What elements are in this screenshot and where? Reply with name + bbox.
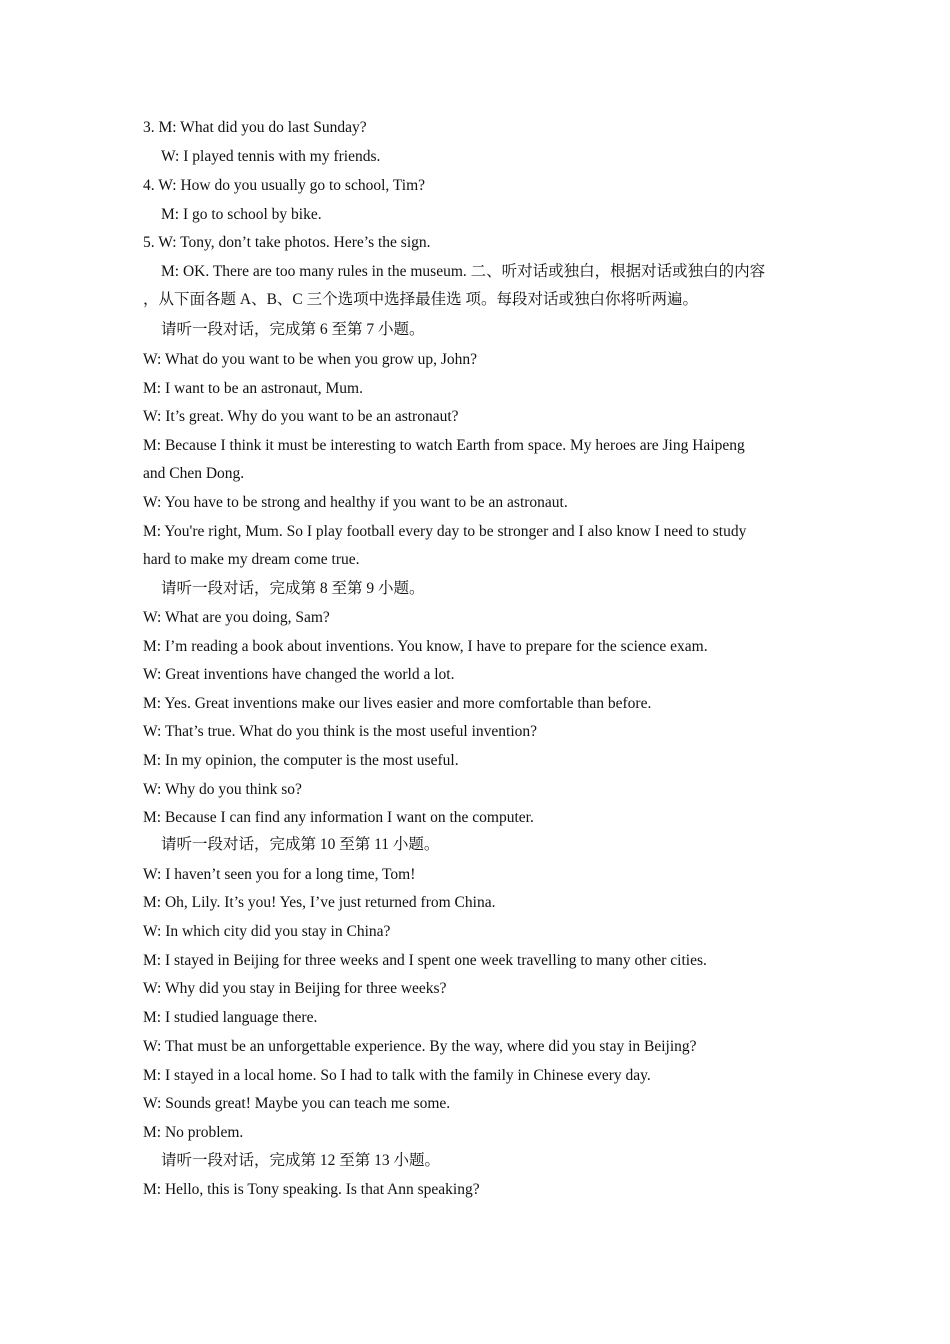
section-heading: 请听一段对话，完成第 6 至第 7 小题。 bbox=[161, 321, 425, 338]
text-line: M: Hello, this is Tony speaking. Is that Ann speaking? bbox=[143, 1181, 480, 1198]
text-line: W: It’s great. Why do you want to be an astronaut? bbox=[143, 408, 459, 425]
text-line: M: Because I can find any information I want on the computer. bbox=[143, 809, 534, 826]
section-heading: 请听一段对话，完成第 12 至第 13 小题。 bbox=[161, 1152, 441, 1169]
text-line: W: Why do you think so? bbox=[143, 781, 302, 798]
text-line: M: Oh, Lily. It’s you! Yes, I’ve just returned from China. bbox=[143, 894, 496, 911]
text-line: and Chen Dong. bbox=[143, 465, 245, 482]
text-line: hard to make my dream come true. bbox=[143, 551, 360, 568]
text-line: W: In which city did you stay in China? bbox=[143, 923, 391, 940]
text-line: M: I’m reading a book about inventions. You know, I have to prepare for the science exam. bbox=[143, 638, 708, 655]
text-line: W: Sounds great! Maybe you can teach me some. bbox=[143, 1095, 451, 1112]
text-line: W: What are you doing, Sam? bbox=[143, 609, 330, 626]
text-line: 3. M: What did you do last Sunday? bbox=[143, 119, 367, 136]
text-line: W: Why did you stay in Beijing for three weeks? bbox=[143, 980, 447, 997]
text-line: M: I go to school by bike. bbox=[161, 206, 322, 223]
section-heading: 请听一段对话，完成第 8 至第 9 小题。 bbox=[161, 580, 425, 597]
text-line: 4. W: How do you usually go to school, Tim? bbox=[143, 177, 426, 194]
text-line: W: What do you want to be when you grow up, John? bbox=[143, 351, 478, 368]
text-line: W: That must be an unforgettable experience. By the way, where did you stay in Beijing? bbox=[143, 1038, 697, 1055]
text-line: W: I haven’t seen you for a long time, Tom! bbox=[143, 866, 416, 883]
text-line: W: I played tennis with my friends. bbox=[161, 148, 381, 165]
text-line: M: Because I think it must be interesting to watch Earth from space. My heroes are Jing Haipeng bbox=[143, 437, 745, 454]
text-line: M: I studied language there. bbox=[143, 1009, 318, 1026]
text-line: M: I want to be an astronaut, Mum. bbox=[143, 380, 363, 397]
text-line: ，从下面各题 A、B、C 三个选项中选择最佳选 项。每段对话或独白你将听两遍。 bbox=[143, 291, 698, 308]
text-line: W: Great inventions have changed the world a lot. bbox=[143, 666, 455, 683]
text-line: M: OK. There are too many rules in the museum. 二、听对话或独白，根据对话或独白的内容 bbox=[161, 263, 766, 280]
section-heading: 请听一段对话，完成第 10 至第 11 小题。 bbox=[161, 836, 440, 853]
text-line: M: You're right, Mum. So I play football every day to be stronger and I also know I need to study bbox=[143, 523, 747, 540]
text-line: M: Yes. Great inventions make our lives easier and more comfortable than before. bbox=[143, 695, 652, 712]
text-line: W: That’s true. What do you think is the most useful invention? bbox=[143, 723, 538, 740]
text-line: M: I stayed in Beijing for three weeks and I spent one week travelling to many other cities. bbox=[143, 952, 707, 969]
text-line: 5. W: Tony, don’t take photos. Here’s the sign. bbox=[143, 234, 431, 251]
text-line: M: No problem. bbox=[143, 1124, 244, 1141]
text-line: M: I stayed in a local home. So I had to talk with the family in Chinese every day. bbox=[143, 1067, 651, 1084]
text-line: M: In my opinion, the computer is the most useful. bbox=[143, 752, 459, 769]
text-line: W: You have to be strong and healthy if you want to be an astronaut. bbox=[143, 494, 568, 511]
